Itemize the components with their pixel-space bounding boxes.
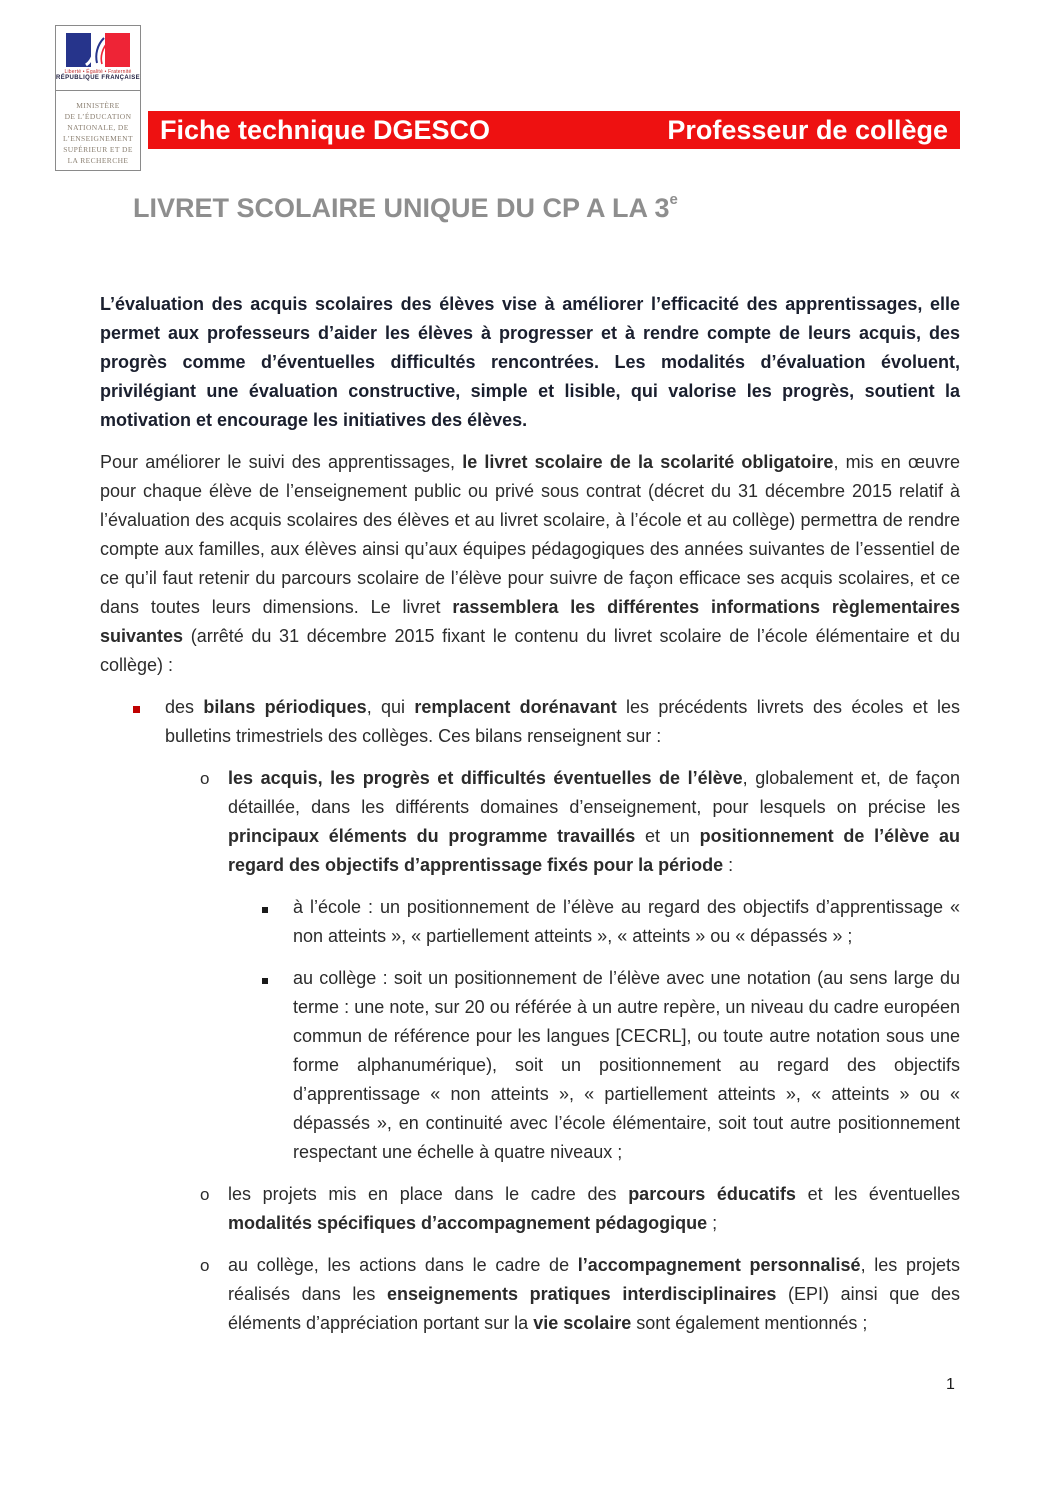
bullet-level1-text: des bilans périodiques, qui remplacent dorénavant les précédents livrets des écoles et les bulletins trimestriels des collèges. Ces bilans renseignent sur : [165,697,961,746]
title-superscript: e [669,191,678,208]
banner [148,111,960,149]
bullet-o3-text: au collège, les actions dans le cadre de l’accompagnement personnalisé, les projets réalisés dans les enseignements pratiques interdisciplinaires (EPI) ainsi que des éléments d’appréciation portant sur la vie scolaire sont également mentionnés ; [228,1255,961,1333]
bullet-o2-text: les projets mis en place dans le cadre des parcours éducatifs et les éventuelles modalités spécifiques d’accompagnement pédagogique ; [228,1184,960,1233]
banner-right-title: Professeur de collège [667,114,948,145]
circle-bullet-icon: o [200,769,210,788]
french-flag-marianne-icon [66,33,130,67]
red-square-bullet-icon [133,706,140,713]
black-square-bullet-icon [262,978,268,984]
ministry-logo [55,25,141,91]
circle-bullet-icon: o [200,1185,210,1204]
bullet-square2 [100,964,960,1167]
bullet-square1-text: à l’école : un positionnement de l’élève au regard des objectifs d’apprentissage « non atteints », « partiellement atteints », « atteints » ou « dépassés » ; [293,897,960,946]
logo-republique: RÉPUBLIQUE FRANÇAISE [56,75,141,81]
circle-bullet-icon: o [200,1256,210,1275]
bullet-o3 [100,1251,960,1338]
document-title: LIVRET SCOLAIRE UNIQUE DU CP A LA 3e [133,191,678,223]
bullet-o1-text: les acquis, les progrès et difficultés éventuelles de l’élève, globalement et, de façon détaillée, dans les différents domaines d’enseignement, pour lesquels on précise les principaux éléments du programme travaillés et un positionnement de l’élève au regard des objectifs d’apprentissage fixés pour la période : [228,768,960,875]
ministry-name: MINISTÈRE DE L’ÉDUCATION NATIONALE, DE L’ENSEIGNEMENT SUPÉRIEUR ET DE LA RECHERCHE [63,101,133,165]
ministry-name-box [55,90,141,171]
bullet-level1 [100,693,960,751]
bullet-o1 [100,764,960,880]
logo-motto: Liberté • Égalité • Fraternité [64,69,132,75]
body-paragraph: Pour améliorer le suivi des apprentissages, le livret scolaire de la scolarité obligatoire, mis en œuvre pour chaque élève de l’enseignement public ou privé sous contrat (décret du 31 décembre 2015 relatif à l’évaluation des acquis scolaires des élèves et au livret scolaire, à l’école et au collège) permettra de rendre compte aux familles, aux élèves ainsi qu’aux équipes pédagogiques des années suivantes de l’essentiel de ce qu’il faut retenir du parcours scolaire de l’élève pour suivre de façon efficace ses acquis scolaires, et ce dans toutes leurs dimensions. Le livret rassemblera les différentes informations règlementaires suivantes (arrêté du 31 décembre 2015 fixant le contenu du livret scolaire de l’école élémentaire et du collège) : [100,452,960,675]
bullet-o2 [100,1180,960,1238]
document-body [100,290,960,1351]
bullet-square2-text: au collège : soit un positionnement de l’élève avec une notation (au sens large du terme : une note, sur 20 ou référée à un autre repère, un niveau du cadre européen commun de référence pour les langues [CECRL], ou toute autre notation sous une forme alphanumérique), soit un positionnement au regard des objectifs d’apprentissage « non atteints », « partiellement atteints », « atteints » ou « dépassés », en continuité avec l’école élémentaire, soit tout autre positionnement respectant une échelle à quatre niveaux ; [293,968,960,1162]
banner-left-title: Fiche technique DGESCO [160,114,491,145]
page-number: 1 [946,1376,955,1393]
intro-paragraph: L’évaluation des acquis scolaires des élèves vise à améliorer l’efficacité des apprentissages, elle permet aux professeurs d’aider les élèves à progresser et à rendre compte de leurs acquis, des progrès comme d’éventuelles difficultés rencontrées. Les modalités d’évaluation évoluent, privilégiant une évaluation constructive, simple et lisible, qui valorise les progrès, soutient la motivation et encourage les initiatives des élèves. [100,294,960,430]
black-square-bullet-icon [262,907,268,913]
bullet-square1 [100,893,960,951]
